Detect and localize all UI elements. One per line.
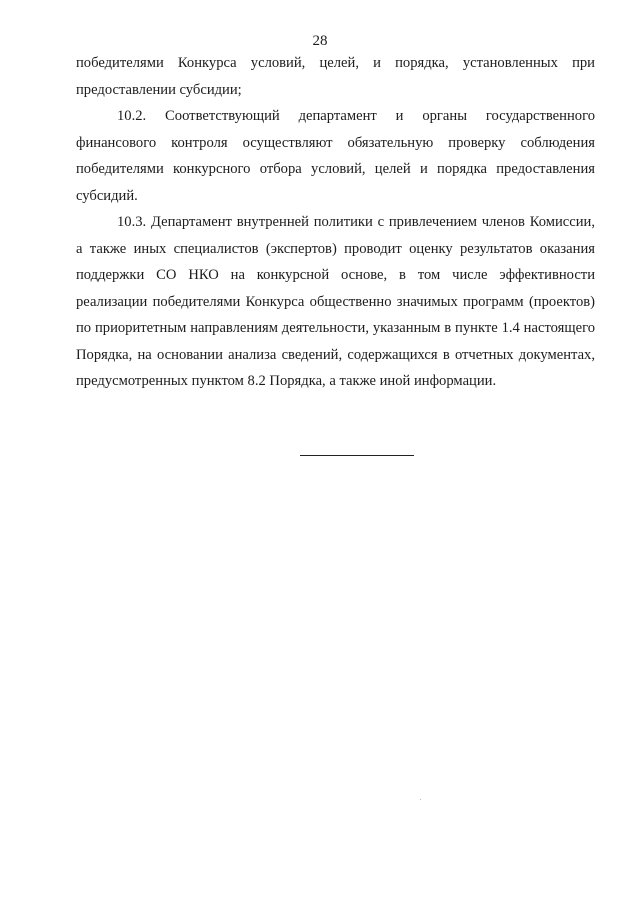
- page-number: 28: [312, 33, 328, 49]
- scan-speck: [420, 799, 421, 800]
- paragraph-continuation: победителями Конкурса условий, целей, и порядка, установленных при предоставлении субсидии;: [76, 55, 595, 98]
- closing-divider: [300, 455, 414, 456]
- paragraph-10-2: 10.2. Соответствующий департамент и органы государственного финансового контроля осуществляют обязательную проверку соблюдения победителями конкурсного отбора условий, целей и порядка предоставления субсидий.: [76, 108, 595, 204]
- paragraph-10-3: 10.3. Департамент внутренней политики с привлечением членов Комиссии, а также иных специалистов (экспертов) проводит оценку результатов оказания поддержки СО НКО на конкурсной основе, в том числе эффективности реализации победителями Конкурса общественно значимых программ (проектов) по приоритетным направлениям деятельности, указанным в пункте 1.4 настоящего Порядка, на основании анализа сведений, содержащихся в отчетных документах, предусмотренных пунктом 8.2 Порядка, а также иной информации.: [76, 214, 595, 389]
- document-body: [76, 50, 595, 395]
